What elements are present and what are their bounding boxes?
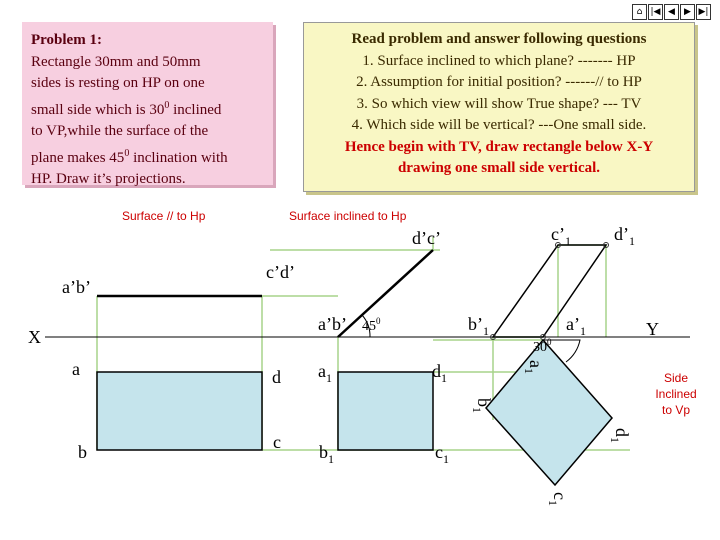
label-side-inclined-2: Inclined (655, 387, 697, 401)
label-ab-fv2: a’b’ (318, 314, 347, 334)
questions-heading: Read problem and answer following questions (351, 31, 647, 47)
conclusion-line-1: Hence begin with TV, draw rectangle below X-Y (344, 138, 654, 155)
label-ab-fv: a’b’ (62, 277, 91, 297)
label-d: d (272, 367, 281, 387)
label-b1: $b_1$ (319, 442, 334, 466)
label-b: b (78, 442, 87, 462)
final-tv-rectangle (486, 340, 612, 485)
first-icon[interactable]: |◀ (648, 4, 663, 20)
label-d1: $d_1$ (432, 361, 447, 385)
problem-line-1: Rectangle 30mm and 50mm (31, 53, 201, 70)
question-4: 4. Which side will be vertical? ---One small side. (351, 117, 647, 133)
label-dc-fv2: d’c’ (412, 228, 441, 248)
next-icon[interactable]: ▶ (680, 4, 695, 20)
label-side-inclined-3: to Vp (661, 403, 691, 417)
label-c1-prime: $c’_1$ (551, 224, 571, 248)
problem-line-5: plane makes $45^0$ inclination with (31, 147, 228, 166)
problem-title: Problem 1: (31, 32, 102, 48)
problem-line-6: HP. Draw it’s projections. (31, 171, 186, 187)
label-surface-inclined: Surface inclined to Hp (289, 209, 407, 223)
label-y: Y (646, 319, 659, 339)
problem-line-2: sides is resting on HP on one (31, 75, 205, 91)
label-angle-45: $45^0$ (362, 316, 381, 334)
label-cd-fv: c’d’ (266, 262, 295, 282)
label-b1-final: $b_1$ (470, 398, 494, 413)
label-d1-prime: $d’_1$ (614, 224, 635, 248)
label-a1-final: $a_1$ (522, 360, 546, 374)
label-c: c (273, 432, 281, 452)
fv-edge-inclined (338, 250, 433, 337)
problem-line-3: small side which is $30^0$ inclined (31, 99, 222, 118)
label-angle-30: $30^0$ (533, 337, 552, 355)
label-d1-final: $d_1$ (608, 428, 632, 443)
last-icon[interactable]: ▶| (696, 4, 711, 20)
question-2: 2. Assumption for initial position? ------// to HP (356, 74, 642, 90)
problem-line-4: to VP,while the surface of the (31, 123, 209, 139)
label-surface-parallel: Surface // to Hp (122, 209, 206, 223)
label-a1: $a_1$ (318, 361, 332, 385)
label-side-inclined-1: Side (663, 371, 689, 385)
label-b1-prime: $b’_1$ (468, 314, 489, 338)
question-1: 1. Surface inclined to which plane? ------- HP (362, 52, 636, 69)
tv-rectangle-1 (97, 372, 262, 450)
label-a: a (72, 359, 80, 379)
label-a1-prime: $a’_1$ (566, 314, 586, 338)
home-icon[interactable]: ⌂ (632, 4, 647, 20)
prev-icon[interactable]: ◀ (664, 4, 679, 20)
label-c1-final: $c_1$ (546, 492, 570, 506)
label-c1: $c_1$ (435, 442, 449, 466)
label-x: X (28, 327, 41, 347)
tv-rectangle-2 (338, 372, 433, 450)
final-fv-parallelogram (493, 245, 606, 337)
conclusion-line-2: drawing one small side vertical. (397, 160, 601, 176)
question-3: 3. So which view will show True shape? --- TV (356, 95, 642, 112)
